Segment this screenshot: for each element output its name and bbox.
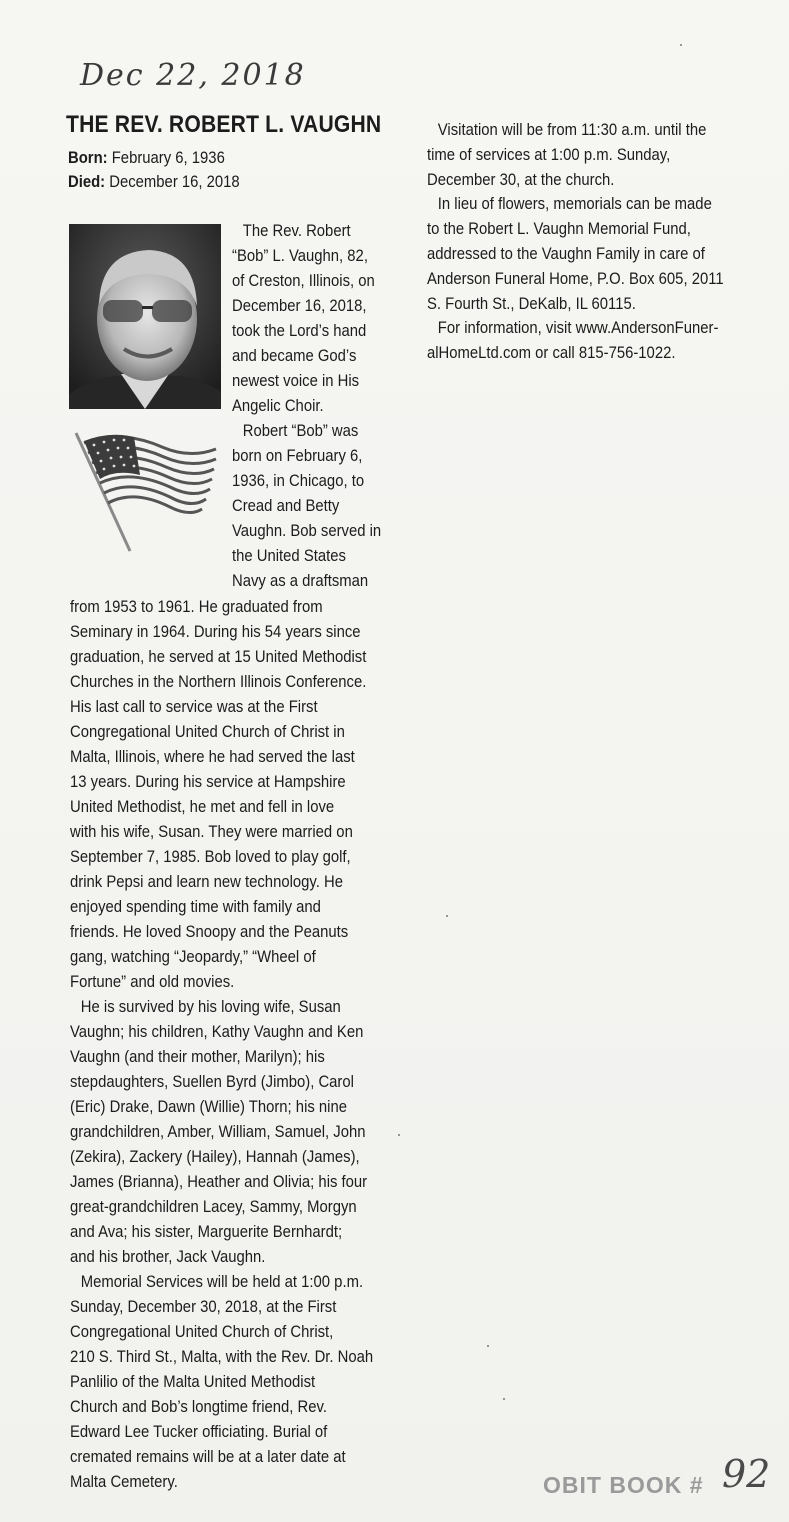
text-line: Cread and Betty bbox=[232, 497, 340, 515]
text-line: The Rev. Robert bbox=[242, 222, 351, 240]
scan-speck bbox=[487, 1345, 489, 1347]
portrait-photo-image bbox=[69, 224, 221, 409]
text-line: and his brother, Jack Vaughn. bbox=[70, 1248, 266, 1266]
obituary-intro-column bbox=[232, 219, 402, 594]
text-line: For information, visit www.AndersonFuner- bbox=[437, 319, 719, 338]
text-line: His last call to service was at the First bbox=[70, 698, 318, 716]
text-line: Seminary in 1964. During his 54 years since bbox=[70, 623, 361, 641]
text-line: United Methodist, he met and fell in love bbox=[70, 798, 335, 816]
text-line: cremated remains will be at a later date at bbox=[70, 1448, 346, 1466]
text-line: “Bob” L. Vaughn, 82, bbox=[232, 247, 368, 265]
american-flag-icon bbox=[72, 425, 220, 553]
scan-speck bbox=[680, 44, 682, 46]
text-line: Congregational United Church of Christ, bbox=[70, 1323, 334, 1341]
text-line: time of services at 1:00 p.m. Sunday, bbox=[427, 145, 671, 164]
text-line: and Ava; his sister, Marguerite Bernhardt; bbox=[70, 1223, 343, 1241]
text-line: 13 years. During his service at Hampshire bbox=[70, 773, 346, 791]
text-line: of Creston, Illinois, on bbox=[232, 272, 375, 290]
text-line: 210 S. Third St., Malta, with the Rev. Dr. Noah bbox=[70, 1348, 374, 1366]
born-value: February 6, 1936 bbox=[111, 149, 225, 167]
text-line: Edward Lee Tucker officiating. Burial of bbox=[70, 1423, 328, 1441]
text-line: Malta, Illinois, where he had served the last bbox=[70, 748, 355, 766]
obituary-headline: THE REV. ROBERT L. VAUGHN bbox=[66, 111, 382, 138]
text-line: Navy as a draftsman bbox=[232, 572, 369, 590]
text-line: Vaughn; his children, Kathy Vaughn and Ken bbox=[70, 1023, 364, 1041]
text-line: Vaughn (and their mother, Marilyn); his bbox=[70, 1048, 325, 1066]
text-line: newest voice in His bbox=[232, 372, 360, 390]
text-line: Malta Cemetery. bbox=[70, 1473, 178, 1491]
text-line: Churches in the Northern Illinois Conference. bbox=[70, 673, 367, 691]
text-line: and became God’s bbox=[232, 347, 357, 365]
scan-speck bbox=[446, 915, 448, 917]
text-line: stepdaughters, Suellen Byrd (Jimbo), Carol bbox=[70, 1073, 354, 1091]
text-line: Church and Bob’s longtime friend, Rev. bbox=[70, 1398, 327, 1416]
scan-speck bbox=[398, 1134, 400, 1136]
text-line: alHomeLtd.com or call 815-756-1022. bbox=[427, 344, 676, 363]
died-value: December 16, 2018 bbox=[109, 173, 240, 191]
text-line: James (Brianna), Heather and Olivia; his four bbox=[70, 1173, 368, 1191]
portrait-photo bbox=[69, 224, 221, 409]
text-line: Memorial Services will be held at 1:00 p.m. bbox=[80, 1273, 364, 1291]
handwritten-date: Dec 22, 2018 bbox=[80, 58, 306, 93]
text-line: grandchildren, Amber, William, Samuel, John bbox=[70, 1123, 366, 1141]
text-line: gang, watching “Jeopardy,” “Wheel of bbox=[70, 948, 316, 966]
scan-speck bbox=[503, 1398, 505, 1400]
text-line: Panlilio of the Malta United Methodist bbox=[70, 1373, 316, 1391]
text-line: In lieu of flowers, memorials can be made bbox=[437, 195, 712, 214]
text-line: 1936, in Chicago, to bbox=[232, 472, 365, 490]
text-line: Angelic Choir. bbox=[232, 397, 324, 415]
text-line: drink Pepsi and learn new technology. He bbox=[70, 873, 343, 891]
died-line bbox=[68, 170, 240, 194]
text-line: December 16, 2018, bbox=[232, 297, 367, 315]
text-line: Congregational United Church of Christ in bbox=[70, 723, 345, 741]
born-line bbox=[68, 146, 240, 170]
born-label: Born: bbox=[68, 149, 108, 167]
text-line: Anderson Funeral Home, P.O. Box 605, 2011 bbox=[427, 269, 724, 288]
text-line: born on February 6, bbox=[232, 447, 363, 465]
obit-book-number: 92 bbox=[722, 1452, 771, 1496]
text-line: (Eric) Drake, Dawn (Willie) Thorn; his nine bbox=[70, 1098, 348, 1116]
text-line: Sunday, December 30, 2018, at the First bbox=[70, 1298, 337, 1316]
text-line: He is survived by his loving wife, Susan bbox=[80, 998, 341, 1016]
text-line: graduation, he served at 15 United Methodist bbox=[70, 648, 367, 666]
text-line: friends. He loved Snoopy and the Peanuts bbox=[70, 923, 349, 941]
text-line: great-grandchildren Lacey, Sammy, Morgyn bbox=[70, 1198, 357, 1216]
text-line: Fortune” and old movies. bbox=[70, 973, 235, 991]
text-line: December 30, at the church. bbox=[427, 170, 615, 189]
obituary-services-column bbox=[427, 118, 757, 366]
text-line: (Zekira), Zackery (Hailey), Hannah (James), bbox=[70, 1148, 360, 1166]
life-dates bbox=[68, 146, 240, 194]
text-line: addressed to the Vaughn Family in care of bbox=[427, 244, 705, 263]
obituary-body-column bbox=[70, 595, 400, 1495]
text-line: Vaughn. Bob served in bbox=[232, 522, 382, 540]
text-line: Visitation will be from 11:30 a.m. until the bbox=[437, 121, 707, 139]
text-line: took the Lord’s hand bbox=[232, 322, 367, 340]
text-line: from 1953 to 1961. He graduated from bbox=[70, 598, 323, 616]
text-line: S. Fourth St., DeKalb, IL 60115. bbox=[427, 294, 636, 313]
text-line: September 7, 1985. Bob loved to play golf, bbox=[70, 848, 351, 866]
text-line: with his wife, Susan. They were married on bbox=[70, 823, 353, 841]
text-line: enjoyed spending time with family and bbox=[70, 898, 321, 916]
text-line: Robert “Bob” was bbox=[242, 422, 359, 440]
obit-book-stamp: OBIT BOOK # bbox=[543, 1472, 704, 1498]
died-label: Died: bbox=[68, 173, 106, 191]
text-line: to the Robert L. Vaughn Memorial Fund, bbox=[427, 220, 691, 239]
text-line: the United States bbox=[232, 547, 346, 565]
